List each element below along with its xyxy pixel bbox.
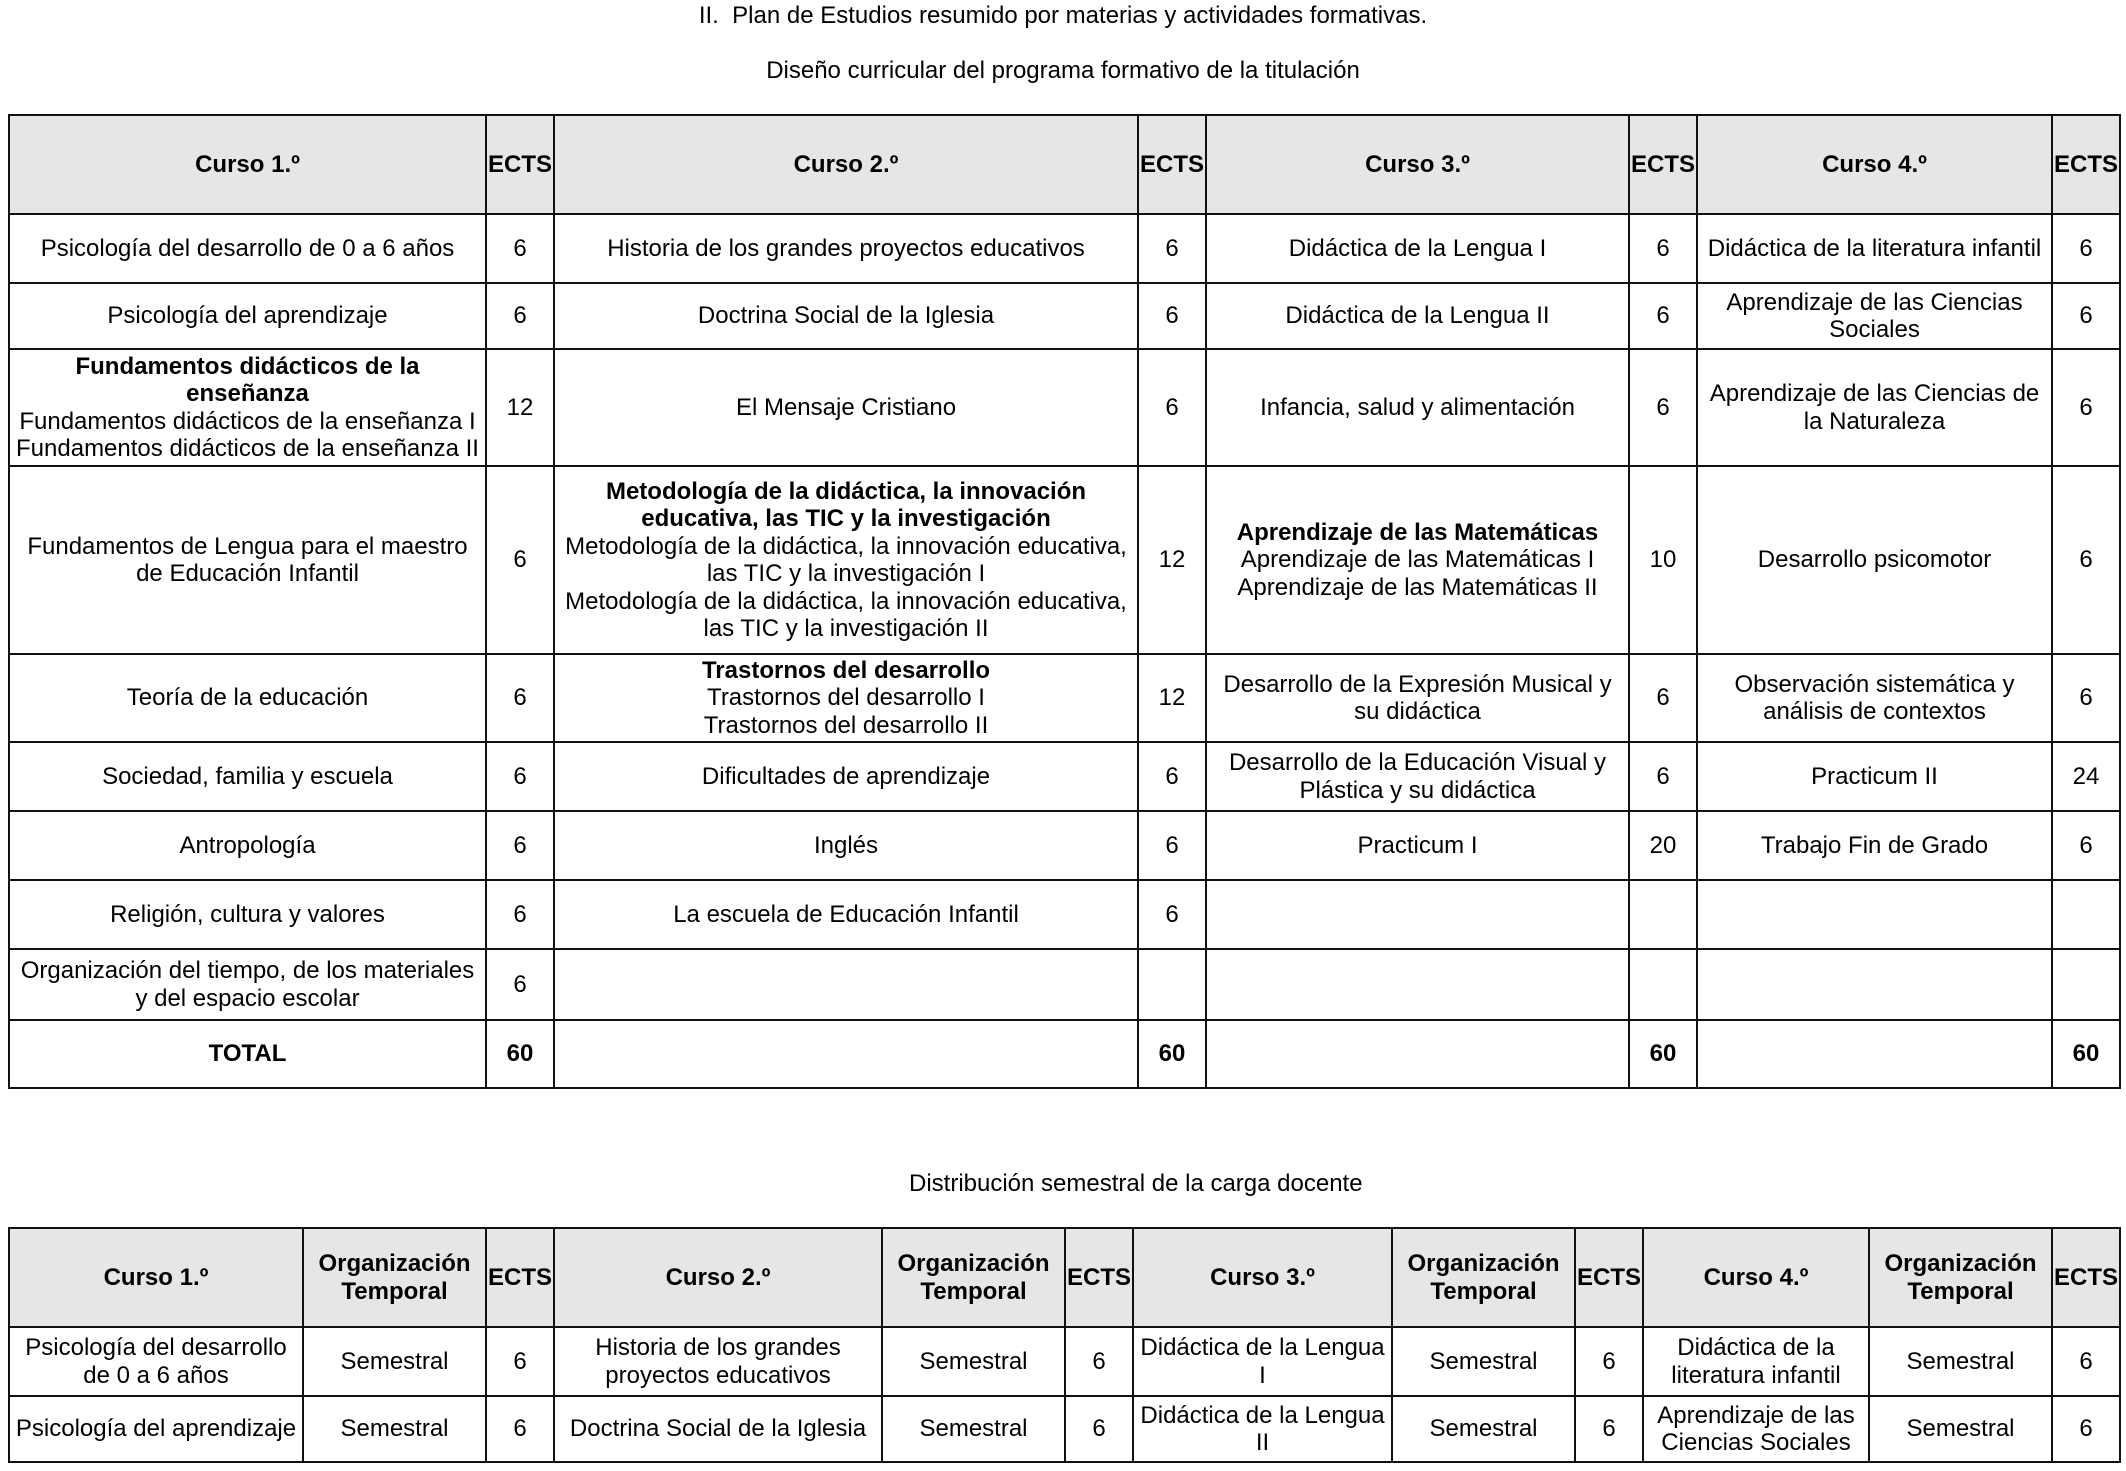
ects-cell: 6	[2052, 1396, 2120, 1462]
curricular-design-caption: Diseño curricular del programa formativo de la titulación	[766, 57, 1360, 84]
header-course-1: Curso 1.º	[9, 115, 486, 214]
subject-item: Fundamentos didácticos de la enseñanza II	[16, 435, 479, 462]
subject-cell: Desarrollo psicomotor	[1697, 466, 2052, 654]
header-ects: ECTS	[486, 115, 554, 214]
ects-cell: 6	[1138, 880, 1206, 949]
ects-cell: 10	[1629, 466, 1697, 654]
curricular-design-body	[9, 115, 2120, 1088]
ects-cell: 6	[486, 880, 554, 949]
total-ects-course-3: 60	[1629, 1020, 1697, 1088]
section-heading: II. Plan de Estudios resumido por materias y actividades formativas.	[698, 2, 1428, 29]
ects-cell: 6	[1065, 1396, 1133, 1462]
subject-group-cell	[554, 466, 1138, 654]
total-ects-course-1: 60	[486, 1020, 554, 1088]
header-row	[9, 115, 2120, 214]
total-ects-course-2: 60	[1138, 1020, 1206, 1088]
table-row	[9, 654, 2120, 742]
header-ects: ECTS	[1138, 115, 1206, 214]
ects-cell: 6	[2052, 466, 2120, 654]
table-row	[9, 1396, 2120, 1462]
subject-cell: Desarrollo de la Expresión Musical y su didáctica	[1206, 654, 1629, 742]
header-organizacion-temporal: Organización Temporal	[303, 1228, 486, 1327]
ects-cell: 6	[486, 1327, 554, 1396]
table-row	[9, 1327, 2120, 1396]
header-organizacion-temporal: Organización Temporal	[882, 1228, 1065, 1327]
ects-cell: 6	[1629, 654, 1697, 742]
empty-cell	[1629, 949, 1697, 1020]
ects-cell: 6	[486, 949, 554, 1020]
subject-cell: Psicología del aprendizaje	[9, 1396, 303, 1462]
subject-cell: Doctrina Social de la Iglesia	[554, 1396, 882, 1462]
subject-cell: Practicum I	[1206, 811, 1629, 880]
subject-cell: Religión, cultura y valores	[9, 880, 486, 949]
subject-item: Metodología de la didáctica, la innovación educativa, las TIC y la investigación II	[565, 587, 1127, 642]
ects-cell: 6	[2052, 283, 2120, 349]
empty-cell	[2052, 949, 2120, 1020]
subject-cell: Fundamentos de Lengua para el maestro de Educación Infantil	[9, 466, 486, 654]
subject-cell: Infancia, salud y alimentación	[1206, 349, 1629, 466]
subject-group-cell	[9, 349, 486, 466]
subject-item: Metodología de la didáctica, la innovación educativa, las TIC y la investigación I	[565, 532, 1127, 587]
subject-cell: Historia de los grandes proyectos educativos	[554, 214, 1138, 283]
term-cell: Semestral	[882, 1327, 1065, 1396]
ects-cell: 6	[486, 466, 554, 654]
subject-cell: Dificultades de aprendizaje	[554, 742, 1138, 811]
curricular-design-table	[8, 114, 2121, 1089]
header-course-2: Curso 2.º	[554, 1228, 882, 1327]
term-cell: Semestral	[1869, 1327, 2052, 1396]
semester-distribution-caption: Distribución semestral de la carga docente	[909, 1170, 1363, 1197]
table-row	[9, 349, 2120, 466]
header-course-2: Curso 2.º	[554, 115, 1138, 214]
term-cell: Semestral	[303, 1327, 486, 1396]
ects-cell: 6	[2052, 811, 2120, 880]
ects-cell: 6	[1138, 811, 1206, 880]
header-course-3: Curso 3.º	[1133, 1228, 1392, 1327]
subject-cell: Aprendizaje de las Ciencias Sociales	[1643, 1396, 1869, 1462]
table-row	[9, 742, 2120, 811]
header-ects: ECTS	[2052, 115, 2120, 214]
header-course-3: Curso 3.º	[1206, 115, 1629, 214]
subject-cell: Psicología del desarrollo de 0 a 6 años	[9, 214, 486, 283]
header-ects: ECTS	[1629, 115, 1697, 214]
ects-cell: 6	[1575, 1396, 1643, 1462]
header-organizacion-temporal: Organización Temporal	[1869, 1228, 2052, 1327]
term-cell: Semestral	[1392, 1396, 1575, 1462]
ects-cell: 6	[486, 283, 554, 349]
subject-group-heading: Aprendizaje de las Matemáticas	[1236, 518, 1599, 546]
ects-cell: 6	[2052, 214, 2120, 283]
ects-cell: 12	[1138, 654, 1206, 742]
total-row	[9, 1020, 2120, 1088]
header-ects: ECTS	[2052, 1228, 2120, 1327]
subject-cell: Trabajo Fin de Grado	[1697, 811, 2052, 880]
subject-cell: Didáctica de la Lengua II	[1133, 1396, 1392, 1462]
term-cell: Semestral	[882, 1396, 1065, 1462]
ects-cell: 24	[2052, 742, 2120, 811]
subject-cell: Didáctica de la Lengua II	[1206, 283, 1629, 349]
empty-cell	[1206, 1020, 1629, 1088]
empty-cell	[1206, 949, 1629, 1020]
subject-cell: Teoría de la educación	[9, 654, 486, 742]
subject-cell: Desarrollo de la Educación Visual y Plástica y su didáctica	[1206, 742, 1629, 811]
subject-cell: Doctrina Social de la Iglesia	[554, 283, 1138, 349]
subject-cell: Inglés	[554, 811, 1138, 880]
semester-distribution-body	[9, 1228, 2120, 1462]
subject-cell: Historia de los grandes proyectos educativos	[554, 1327, 882, 1396]
ects-cell: 6	[1138, 214, 1206, 283]
ects-cell: 6	[486, 214, 554, 283]
term-cell: Semestral	[1392, 1327, 1575, 1396]
subject-item: Trastornos del desarrollo II	[703, 711, 989, 739]
subject-item: Fundamentos didácticos de la enseñanza I	[19, 407, 476, 435]
ects-cell: 6	[2052, 654, 2120, 742]
header-course-4: Curso 4.º	[1643, 1228, 1869, 1327]
ects-cell: 12	[1138, 466, 1206, 654]
subject-cell: Sociedad, familia y escuela	[9, 742, 486, 811]
table-row	[9, 811, 2120, 880]
subject-group-cell	[554, 654, 1138, 742]
ects-cell: 12	[486, 349, 554, 466]
header-ects: ECTS	[486, 1228, 554, 1327]
semester-distribution-table	[8, 1227, 2121, 1463]
header-ects: ECTS	[1065, 1228, 1133, 1327]
header-organizacion-temporal: Organización Temporal	[1392, 1228, 1575, 1327]
header-course-4: Curso 4.º	[1697, 115, 2052, 214]
ects-cell: 6	[2052, 1327, 2120, 1396]
subject-cell: El Mensaje Cristiano	[554, 349, 1138, 466]
empty-cell	[1206, 880, 1629, 949]
ects-cell: 20	[1629, 811, 1697, 880]
subject-cell: Didáctica de la literatura infantil	[1643, 1327, 1869, 1396]
total-ects-course-4: 60	[2052, 1020, 2120, 1088]
empty-cell	[1138, 949, 1206, 1020]
subject-group-heading: Metodología de la didáctica, la innovación educativa, las TIC y la investigación	[605, 477, 1087, 532]
ects-cell: 6	[486, 742, 554, 811]
term-cell: Semestral	[303, 1396, 486, 1462]
term-cell: Semestral	[1869, 1396, 2052, 1462]
subject-group-heading: Trastornos del desarrollo	[701, 656, 991, 684]
ects-cell: 6	[1138, 349, 1206, 466]
empty-cell	[554, 949, 1138, 1020]
empty-cell	[554, 1020, 1138, 1088]
ects-cell: 6	[1629, 742, 1697, 811]
ects-cell: 6	[486, 654, 554, 742]
table-row	[9, 283, 2120, 349]
ects-cell: 6	[1065, 1327, 1133, 1396]
ects-cell: 6	[486, 1396, 554, 1462]
subject-cell: Antropología	[9, 811, 486, 880]
subject-cell: Aprendizaje de las Ciencias Sociales	[1697, 283, 2052, 349]
header-row	[9, 1228, 2120, 1327]
table-row	[9, 214, 2120, 283]
total-label: TOTAL	[9, 1020, 486, 1088]
subject-group-cell	[1206, 466, 1629, 654]
empty-cell	[1697, 880, 2052, 949]
ects-cell: 6	[486, 811, 554, 880]
empty-cell	[1697, 949, 2052, 1020]
subject-cell: La escuela de Educación Infantil	[554, 880, 1138, 949]
subject-cell: Practicum II	[1697, 742, 2052, 811]
subject-item: Trastornos del desarrollo I	[707, 684, 985, 712]
subject-item: Aprendizaje de las Matemáticas II	[1237, 573, 1598, 601]
header-ects: ECTS	[1575, 1228, 1643, 1327]
ects-cell: 6	[2052, 349, 2120, 466]
header-course-1: Curso 1.º	[9, 1228, 303, 1327]
empty-cell	[1697, 1020, 2052, 1088]
subject-cell: Organización del tiempo, de los materiales y del espacio escolar	[9, 949, 486, 1020]
subject-cell: Didáctica de la Lengua I	[1206, 214, 1629, 283]
ects-cell: 6	[1138, 742, 1206, 811]
subject-cell: Psicología del desarrollo de 0 a 6 años	[9, 1327, 303, 1396]
table-row	[9, 880, 2120, 949]
ects-cell: 6	[1629, 214, 1697, 283]
ects-cell: 6	[1629, 349, 1697, 466]
empty-cell	[1629, 880, 1697, 949]
subject-cell: Psicología del aprendizaje	[9, 283, 486, 349]
ects-cell: 6	[1138, 283, 1206, 349]
subject-cell: Didáctica de la literatura infantil	[1697, 214, 2052, 283]
subject-cell: Observación sistemática y análisis de contextos	[1697, 654, 2052, 742]
subject-cell: Aprendizaje de las Ciencias de la Naturaleza	[1697, 349, 2052, 466]
subject-group-heading: Fundamentos didácticos de la enseñanza	[75, 352, 420, 407]
table-row	[9, 466, 2120, 654]
empty-cell	[2052, 880, 2120, 949]
subject-cell: Didáctica de la Lengua I	[1133, 1327, 1392, 1396]
table-row	[9, 949, 2120, 1020]
ects-cell: 6	[1629, 283, 1697, 349]
ects-cell: 6	[1575, 1327, 1643, 1396]
subject-item: Aprendizaje de las Matemáticas I	[1240, 546, 1595, 574]
